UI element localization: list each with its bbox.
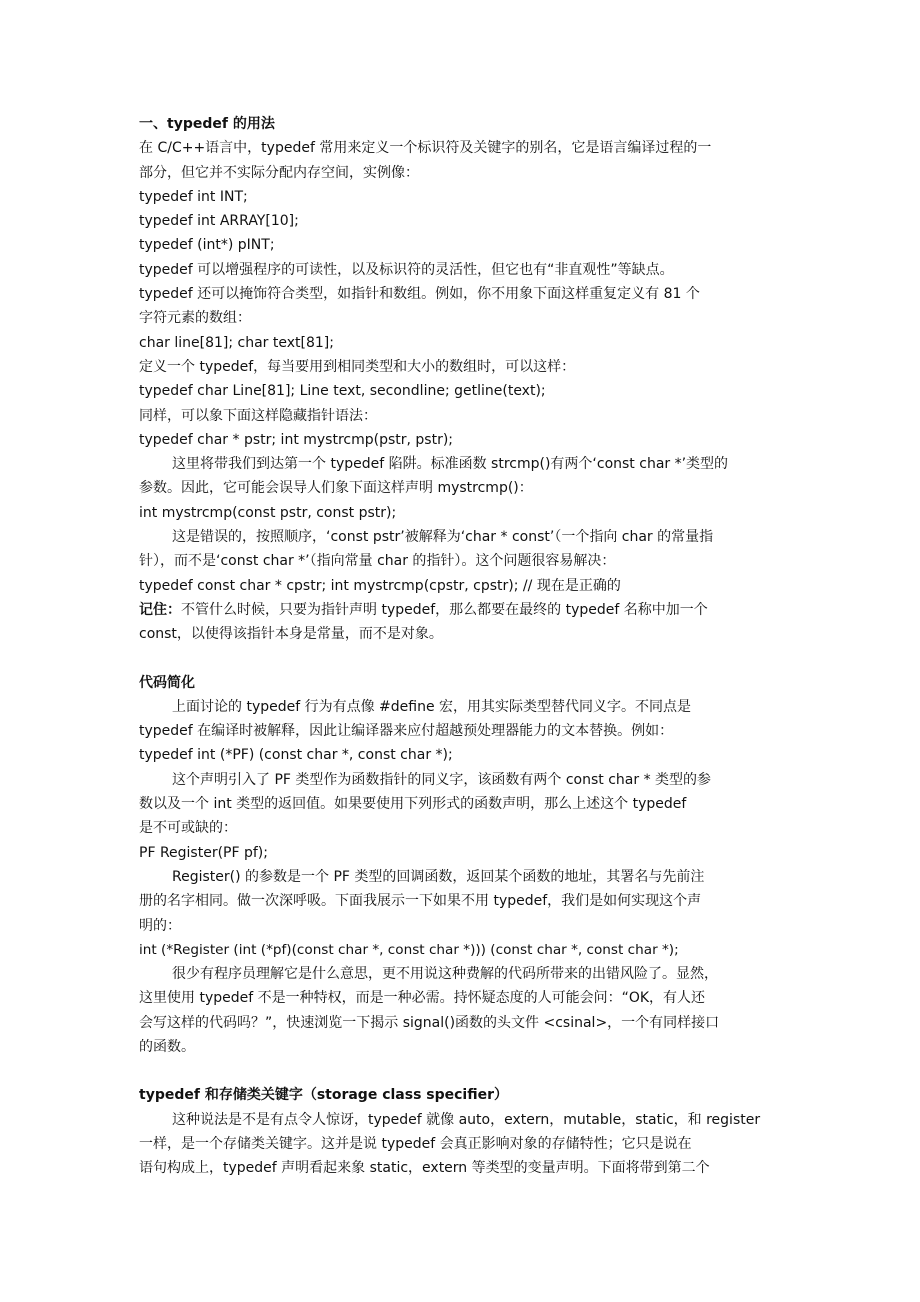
code-line: typedef char Line[81]; Line text, secondline; getline(text); xyxy=(139,383,546,400)
paragraph-line: 针），而不是‘const char *’（指向常量 char 的指针）。这个问题很容易解决： xyxy=(139,553,616,570)
code-line: typedef int INT; xyxy=(139,188,248,205)
code-line: typedef int (*PF) (const char *, const char *); xyxy=(139,747,453,764)
paragraph-line: 在 C/C++语言中，typedef 常用来定义一个标识符及关键字的别名，它是语言编译过程的一 xyxy=(139,140,712,157)
code-line: PF Register(PF pf); xyxy=(139,844,268,861)
paragraph-line: 这种说法是不是有点令人惊讶，typedef 就像 auto，extern，mutable，static，和 register xyxy=(172,1111,761,1128)
section-heading: 一、typedef 的用法 xyxy=(139,116,275,132)
paragraph-line: 是不可或缺的： xyxy=(139,820,237,837)
section-spacer xyxy=(139,1059,799,1083)
remember-text: 不管什么时候，只要为指针声明 typedef，那么都要在最终的 typedef 名称中加一个 xyxy=(181,601,708,618)
paragraph-line: 一样，是一个存储类关键字。这并是说 typedef 会真正影响对象的存储特性；它只是说在 xyxy=(139,1135,692,1152)
code-line: int mystrcmp(const pstr, const pstr); xyxy=(139,504,397,521)
paragraph-line: 数以及一个 int 类型的返回值。如果要使用下列形式的函数声明，那么上述这个 typedef xyxy=(139,796,687,813)
code-line: int (*Register (int (*pf)(const char *, const char *))) (const char *, const char *); xyxy=(139,941,679,958)
paragraph-line: 这里使用 typedef 不是一种特权，而是一种必需。持怀疑态度的人可能会问：“OK，有人还 xyxy=(139,990,706,1007)
section-heading: typedef 和存储类关键字（storage class specifier） xyxy=(139,1087,509,1104)
code-line: typedef int ARRAY[10]; xyxy=(139,213,299,230)
paragraph-line: 这个声明引入了 PF 类型作为函数指针的同义字，该函数有两个 const char * 类型的参 xyxy=(172,771,712,788)
code-line: typedef const char * cpstr; int mystrcmp(cpstr, cpstr); // 现在是正确的 xyxy=(139,577,621,594)
paragraph-line: 定义一个 typedef，每当要用到相同类型和大小的数组时，可以这样： xyxy=(139,358,576,375)
paragraph-line: 部分，但它并不实际分配内存空间，实例像： xyxy=(139,164,419,181)
paragraph-line: 的函数。 xyxy=(139,1038,195,1055)
remember-label: 记住： xyxy=(139,601,181,618)
code-line: char line[81]; char text[81]; xyxy=(139,334,334,351)
code-line: typedef char * pstr; int mystrcmp(pstr, pstr); xyxy=(139,431,454,448)
document-page xyxy=(139,112,799,1180)
paragraph-line: 册的名字相同。做一次深呼吸。下面我展示一下如果不用 typedef，我们是如何实现这个声 xyxy=(139,893,702,910)
paragraph-line: 上面讨论的 typedef 行为有点像 #define 宏，用其实际类型替代同义字。不同点是 xyxy=(172,698,692,715)
paragraph-line: 很少有程序员理解它是什么意思，更不用说这种费解的代码所带来的出错风险了。显然， xyxy=(172,966,718,983)
paragraph-line: 会写这样的代码吗？”，快速浏览一下揭示 signal()函数的头文件 <csinal>，一个有同样接口 xyxy=(139,1014,720,1031)
paragraph-line: 参数。因此，它可能会误导人们象下面这样声明 mystrcmp()： xyxy=(139,480,533,497)
section-spacer xyxy=(139,647,799,671)
paragraph-line: 语句构成上，typedef 声明看起来象 static，extern 等类型的变量声明。下面将带到第二个 xyxy=(139,1160,710,1177)
remember-note xyxy=(139,598,799,622)
paragraph-line: 明的： xyxy=(139,917,181,934)
paragraph-line: typedef 还可以掩饰符合类型，如指针和数组。例如，你不用象下面这样重复定义有 81 个 xyxy=(139,286,700,303)
section-heading: 代码简化 xyxy=(139,674,195,691)
paragraph-line: const，以使得该指针本身是常量，而不是对象。 xyxy=(139,626,443,643)
paragraph-line: 字符元素的数组： xyxy=(139,310,251,327)
code-line: typedef (int*) pINT; xyxy=(139,237,275,254)
paragraph-line: 这是错误的，按照顺序，‘const pstr’被解释为‘char * const’（一个指向 char 的常量指 xyxy=(172,529,714,546)
paragraph-line: Register() 的参数是一个 PF 类型的回调函数，返回某个函数的地址，其署名与先前注 xyxy=(172,868,705,885)
paragraph-line: typedef 可以增强程序的可读性，以及标识符的灵活性，但它也有“非直观性”等缺点。 xyxy=(139,261,674,278)
paragraph-line: 这里将带我们到达第一个 typedef 陷阱。标准函数 strcmp()有两个‘const char *’类型的 xyxy=(172,456,729,473)
paragraph-line: typedef 在编译时被解释，因此让编译器来应付超越预处理器能力的文本替换。例如： xyxy=(139,723,674,740)
paragraph-line: 同样，可以象下面这样隐藏指针语法： xyxy=(139,407,377,424)
